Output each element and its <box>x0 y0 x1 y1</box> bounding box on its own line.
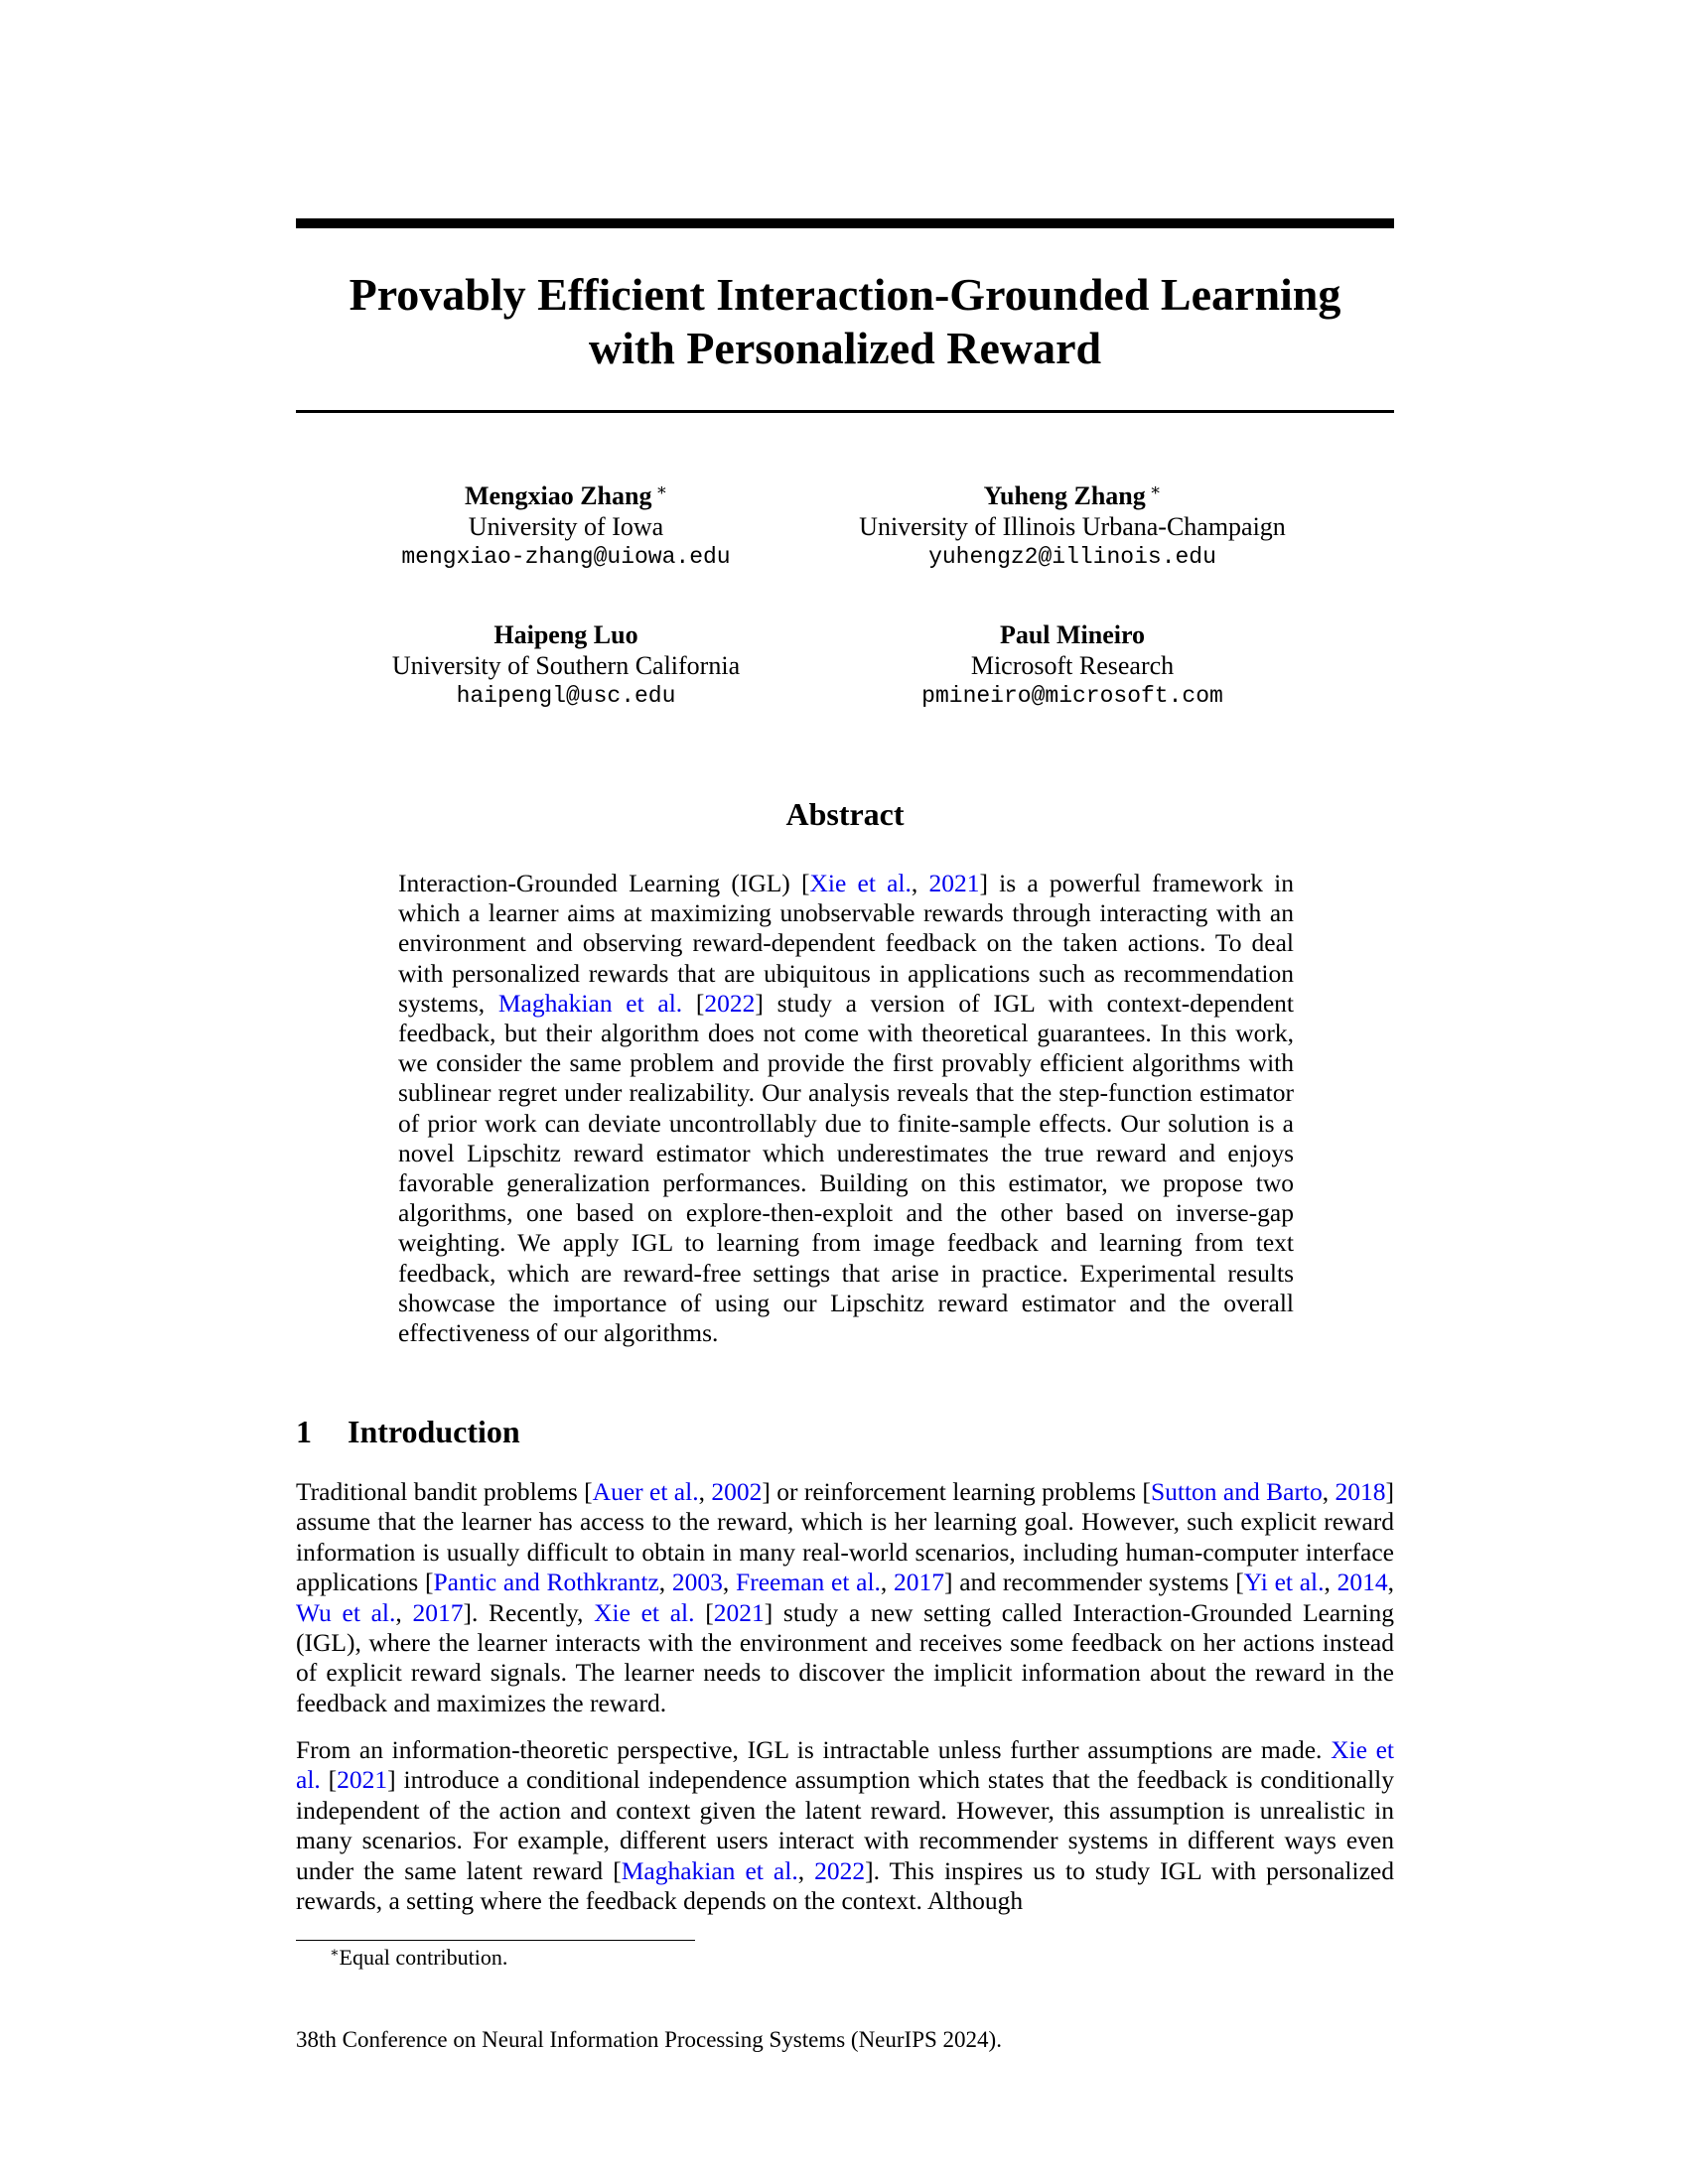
intro-paragraph-2: From an information-theoretic perspective, IGL is intractable unless further assumptions are made. Xie et al. [2021] introduce a conditional independence assumption which states that the feedback is conditionally independent of the action and context given the latent reward. However, this assumption is unrealistic in many scenarios. For example, different users interact with recommender systems in different ways even under the same latent reward [Maghakian et al., 2022]. This inspires us to study IGL with personalized rewards, a setting where the feedback depends on the context. Although <box>296 1735 1394 1916</box>
title-top-rule <box>296 218 1394 228</box>
citation-link[interactable]: Xie et al. <box>594 1597 695 1627</box>
citation-link[interactable]: 2003 <box>671 1568 723 1597</box>
section-title-text: Introduction <box>348 1414 520 1449</box>
citation-link[interactable]: Freeman et al. <box>736 1568 881 1597</box>
title-bottom-rule <box>296 410 1394 413</box>
author-affiliation: University of Iowa <box>468 512 664 541</box>
author-block <box>765 619 1380 712</box>
citation-link[interactable]: Maghakian et al. <box>621 1855 798 1885</box>
intro-paragraph-1: Traditional bandit problems [Auer et al., 2002] or reinforcement learning problems [Sutton and Barto, 2018] assume that the learner has access to the reward, which is her learning goal. However, such explicit reward information is usually difficult to obtain in many real-world scenarios, including human-computer interface applications [Pantic and Rothkrantz, 2003, Freeman et al., 2017] and recommender systems [Yi et al., 2014, Wu et al., 2017]. Recently, Xie et al. [2021] study a new setting called Interaction-Grounded Learning (IGL), where the learner interacts with the environment and receives some feedback on her actions instead of explicit reward signals. The learner needs to discover the implicit information about the reward in the feedback and maximizes the reward. <box>296 1477 1395 1717</box>
citation-link[interactable]: Yi et al. <box>1243 1568 1325 1597</box>
citation-link[interactable]: Sutton and Barto <box>1150 1477 1323 1506</box>
citation-link[interactable]: 2022 <box>814 1855 866 1885</box>
section-heading <box>296 1412 1394 1451</box>
author-block <box>765 480 1380 573</box>
author-affiliation: University of Southern California <box>391 651 741 680</box>
abstract-text: Interaction-Grounded Learning (IGL) [Xie et al., 2021] is a powerful framework in which a learner aims at maximizing unobservable rewards through interacting with an environment and observing reward-dependent feedback on the taken actions. To deal with personalized rewards that are ubiquitous in applications such as recommendation systems, Maghakian et al. [2022] study a version of IGL with context-dependent feedback, but their algorithm does not come with theoretical guarantees. In this work, we consider the same problem and provide the first provably efficient algorithms with sublinear regret under realizability. Our analysis reveals that the step-function estimator of prior work can deviate uncontrollably due to finite-sample effects. Our solution is a novel Lipschitz reward estimator which underestimates the true reward and enjoys favorable generalization performances. Building on this estimator, we propose two algorithms, one based on explore-then-exploit and the other based on inverse-gap weighting. We apply IGL to learning from image feedback and learning from text feedback, which are reward-free settings that arise in practice. Experimental results showcase the importance of using our Lipschitz reward estimator and the overall effectiveness of our algorithms. <box>398 869 1295 1348</box>
citation-link[interactable]: Xie et al. <box>296 1735 1394 1795</box>
citation-link[interactable]: 2021 <box>713 1597 765 1627</box>
citation-link[interactable]: Pantic and Rothkrantz <box>433 1568 659 1597</box>
abstract-heading: Abstract <box>785 796 905 832</box>
author-email[interactable]: mengxiao-zhang@uiowa.edu <box>401 544 731 570</box>
footnote-text: Equal contribution. <box>339 1945 508 1970</box>
author-name: Haipeng Luo <box>493 620 638 649</box>
author-email[interactable]: yuhengz2@illinois.edu <box>928 544 1216 570</box>
citation-link[interactable]: 2017 <box>894 1568 945 1597</box>
citation-link[interactable]: 2021 <box>928 869 980 897</box>
section-number: 1 <box>296 1414 312 1449</box>
footnote-rule <box>296 1940 695 1941</box>
title-line-1: Provably Efficient Interaction-Grounded Learning <box>349 269 1341 320</box>
citation-link[interactable]: 2002 <box>711 1477 763 1506</box>
footnote <box>330 1943 507 1973</box>
citation-link[interactable]: 2014 <box>1336 1568 1388 1597</box>
author-name: Yuheng Zhang ∗ <box>983 480 1162 510</box>
venue-note: 38th Conference on Neural Information Processing Systems (NeurIPS 2024). <box>296 2027 1002 2052</box>
author-name: Paul Mineiro <box>999 620 1146 649</box>
citation-link[interactable]: Maghakian et al. <box>497 988 683 1018</box>
paper-title <box>296 268 1394 375</box>
citation-link[interactable]: 2017 <box>412 1597 464 1627</box>
title-line-2: with Personalized Reward <box>588 323 1102 373</box>
citation-link[interactable]: 2021 <box>337 1765 388 1795</box>
citation-link[interactable]: 2022 <box>704 988 756 1018</box>
citation-link[interactable]: 2018 <box>1335 1477 1386 1506</box>
author-affiliation: Microsoft Research <box>970 651 1175 680</box>
author-email[interactable]: pmineiro@microsoft.com <box>921 683 1223 709</box>
author-name: Mengxiao Zhang ∗ <box>464 480 668 510</box>
citation-link[interactable]: Auer et al. <box>592 1477 699 1506</box>
citation-link[interactable]: Xie et al. <box>809 869 912 897</box>
citation-link[interactable]: Wu et al. <box>296 1597 396 1627</box>
author-email[interactable]: haipengl@usc.edu <box>456 683 676 709</box>
author-affiliation: University of Illinois Urbana-Champaign <box>859 512 1286 541</box>
footnote-mark: ∗ <box>330 1946 340 1961</box>
